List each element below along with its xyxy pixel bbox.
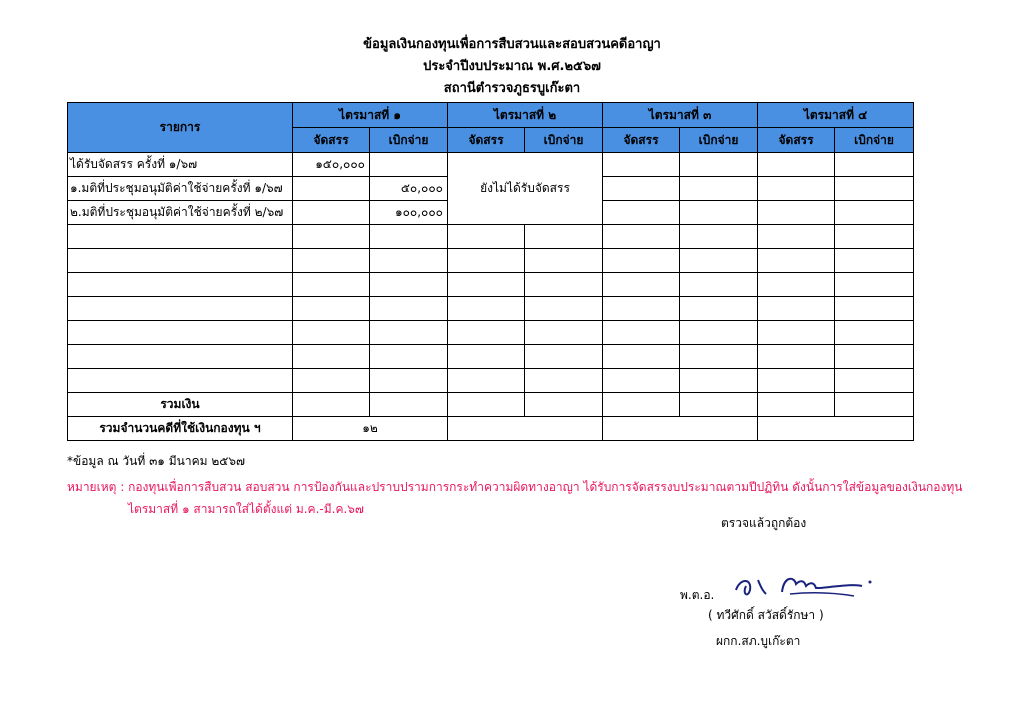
header-quarter-4: ไตรมาสที่ ๔ — [758, 103, 914, 128]
signer-name: ( ทวีศักดิ์ สวัสดิ์รักษา ) — [708, 608, 824, 622]
q1-spend-cell: ๑๐๐,๐๐๐ — [370, 201, 448, 225]
table-row — [68, 321, 914, 345]
q1-alloc-cell: ๑๕๐,๐๐๐ — [293, 153, 370, 177]
row-label: ๒.มติที่ประชุมอนุมัติค่าใช้จ่ายครั้งที่ ๒/๖๗ — [68, 201, 293, 225]
q2-not-allocated-note: ยังไม่ได้รับจัดสรร — [448, 153, 603, 225]
title-line-3: สถานีตำรวจภูธรบูเก๊ะตา — [443, 81, 581, 96]
table-row — [68, 153, 914, 177]
header-quarter-2: ไตรมาสที่ ๒ — [448, 103, 603, 128]
signer-rank: พ.ต.อ. — [680, 588, 715, 602]
header-quarter-3: ไตรมาสที่ ๓ — [603, 103, 758, 128]
title-line-2: ประจำปีงบประมาณ พ.ศ.๒๕๖๗ — [423, 59, 601, 74]
q1-spend-cell — [370, 153, 448, 177]
q1-alloc-cell — [293, 177, 370, 201]
document-titles — [0, 34, 1024, 100]
table-row — [68, 249, 914, 273]
table-row — [68, 225, 914, 249]
total-row — [68, 393, 914, 417]
row-label: ได้รับจัดสรร ครั้งที่ ๑/๖๗ — [68, 153, 293, 177]
header-q2-alloc: จัดสรร — [448, 128, 525, 153]
header-q1-spend: เบิกจ่าย — [370, 128, 448, 153]
header-q3-spend: เบิกจ่าย — [680, 128, 758, 153]
signer-position: ผกก.สภ.บูเก๊ะตา — [716, 634, 801, 648]
fund-table — [67, 102, 914, 441]
table-row — [68, 369, 914, 393]
case-count-q1: ๑๒ — [293, 417, 448, 441]
verified-text: ตรวจแล้วถูกต้อง — [721, 516, 807, 530]
header-q4-spend: เบิกจ่าย — [835, 128, 914, 153]
remark-note — [67, 476, 987, 520]
case-count-label: รวมจำนวนคดีที่ใช้เงินกองทุน ฯ — [68, 417, 293, 441]
row-label: ๑.มติที่ประชุมอนุมัติค่าใช้จ่ายครั้งที่ ๑/๖๗ — [68, 177, 293, 201]
header-items: รายการ — [68, 103, 293, 153]
table-row — [68, 273, 914, 297]
q1-alloc-cell — [293, 201, 370, 225]
table-row — [68, 345, 914, 369]
header-quarter-1: ไตรมาสที่ ๑ — [293, 103, 448, 128]
header-q4-alloc: จัดสรร — [758, 128, 835, 153]
total-label: รวมเงิน — [68, 393, 293, 417]
header-q2-spend: เบิกจ่าย — [525, 128, 603, 153]
case-count-row — [68, 417, 914, 441]
header-q1-alloc: จัดสรร — [293, 128, 370, 153]
remark-line-2: ไตรมาสที่ ๑ สามารถใส่ได้ตั้งแต่ ม.ค.-มี.ค.๖๗ — [128, 502, 364, 516]
handwritten-signature — [730, 570, 880, 606]
q1-spend-cell: ๕๐,๐๐๐ — [370, 177, 448, 201]
remark-line-1: หมายเหตุ : กองทุนเพื่อการสืบสวน สอบสวน การป้องกันและปราบปรามการกระทำความผิดทางอาญา ได้รับการจัดสรรงบประมาณตามปีปฏิทิน ดังนั้นการใส่ข้อมูลของเงินกองทุน — [67, 480, 963, 494]
data-as-of-note: *ข้อมูล ณ วันที่ ๓๑ มีนาคม ๒๕๖๗ — [67, 454, 245, 468]
header-q3-alloc: จัดสรร — [603, 128, 680, 153]
table-row — [68, 297, 914, 321]
title-line-1: ข้อมูลเงินกองทุนเพื่อการสืบสวนและสอบสวนคดีอาญา — [363, 37, 661, 52]
